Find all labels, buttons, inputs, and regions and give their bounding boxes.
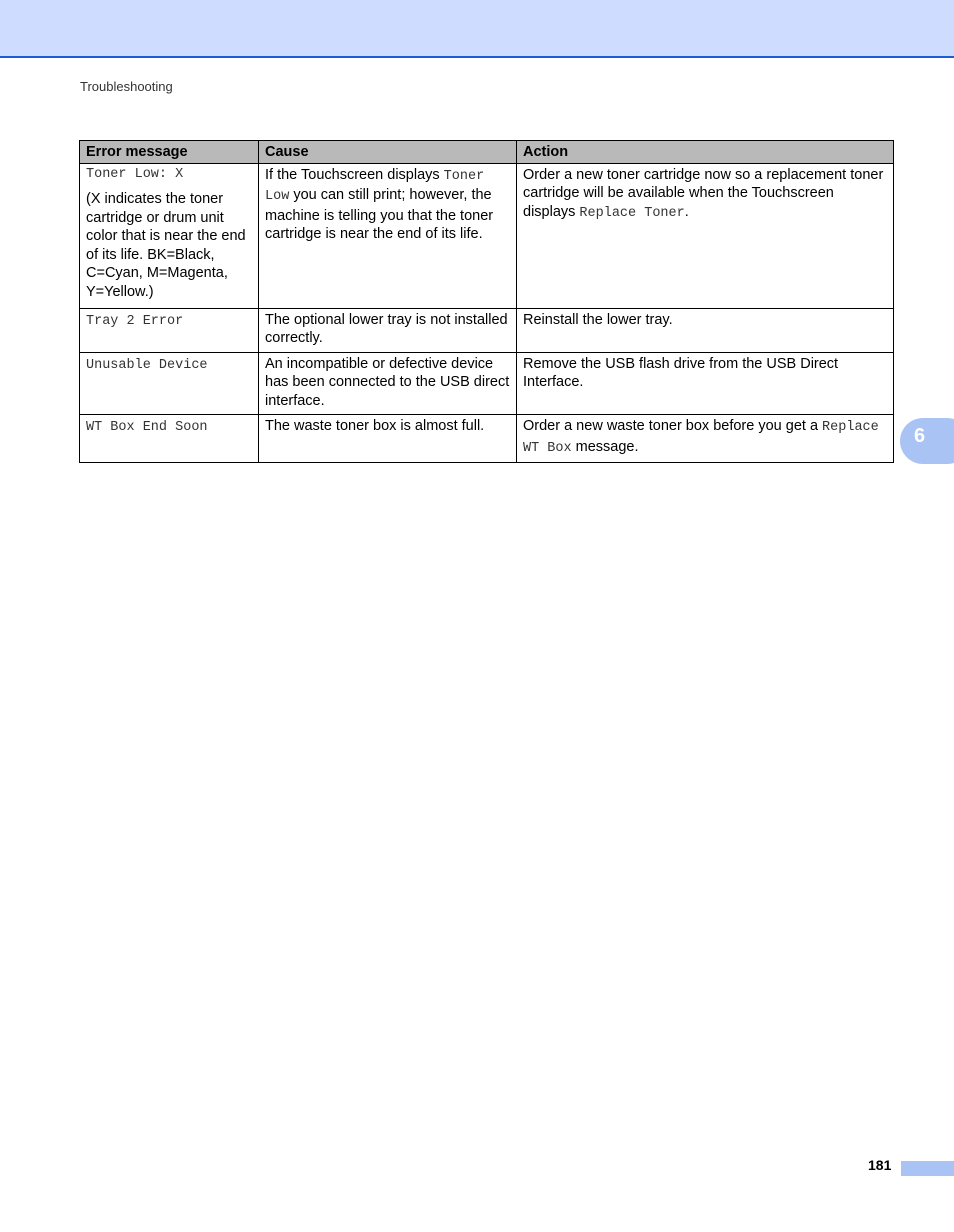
column-header-action: Action [517,141,894,164]
error-message-cell [80,352,259,415]
error-message-cell [80,308,259,352]
action-text: Order a new toner cartridge now so a replacement toner cartridge will be available when the Touchscreen displays [523,166,884,220]
error-message-cell [80,415,259,463]
table-row [80,352,894,415]
cause-cell: An incompatible or defective device has been connected to the USB direct interface. [259,352,517,415]
action-text: . [684,203,689,220]
cause-code: Toner Low [265,168,485,204]
action-text: message. [571,438,639,455]
action-text: Order a new waste toner box before you get a [523,418,823,434]
error-message-code: Tray 2 Error [86,313,184,329]
table-header-row [80,141,894,164]
error-message-code: Toner Low: X [86,166,184,182]
chapter-tab [900,418,954,464]
section-title: Troubleshooting [80,79,173,94]
chapter-number: 6 [914,425,926,447]
cause-cell: The optional lower tray is not installed correctly. [259,308,517,352]
column-header-cause: Cause [259,141,517,164]
cause-text: If the Touchscreen displays [265,166,444,183]
action-cell: Reinstall the lower tray. [517,308,894,352]
error-message-note: (X indicates the toner cartridge or drum unit color that is near the end of its life. BK=Black, C=Cyan, M=Magenta, Y=Yellow.) [86,191,246,300]
cause-text: you can still print; however, the machine is telling you that the toner cartridge is near the end of its life. [265,187,494,242]
column-header-error-message: Error message [80,141,259,164]
cause-cell [259,163,517,308]
cause-cell: The waste toner box is almost full. [259,415,517,463]
error-message-cell [80,163,259,308]
page-number: 181 [868,1157,892,1173]
table-row [80,163,894,308]
error-message-table [79,140,894,463]
header-band [0,0,954,58]
action-cell [517,163,894,308]
action-cell [517,415,894,463]
action-code: Replace Toner [579,205,685,221]
table-row [80,415,894,463]
action-cell: Remove the USB flash drive from the USB Direct Interface. [517,352,894,415]
error-message-code: Unusable Device [86,357,208,373]
page-edge-tab [901,1161,954,1176]
action-code: Replace WT Box [523,420,879,456]
table-row [80,308,894,352]
error-message-code: WT Box End Soon [86,420,208,435]
